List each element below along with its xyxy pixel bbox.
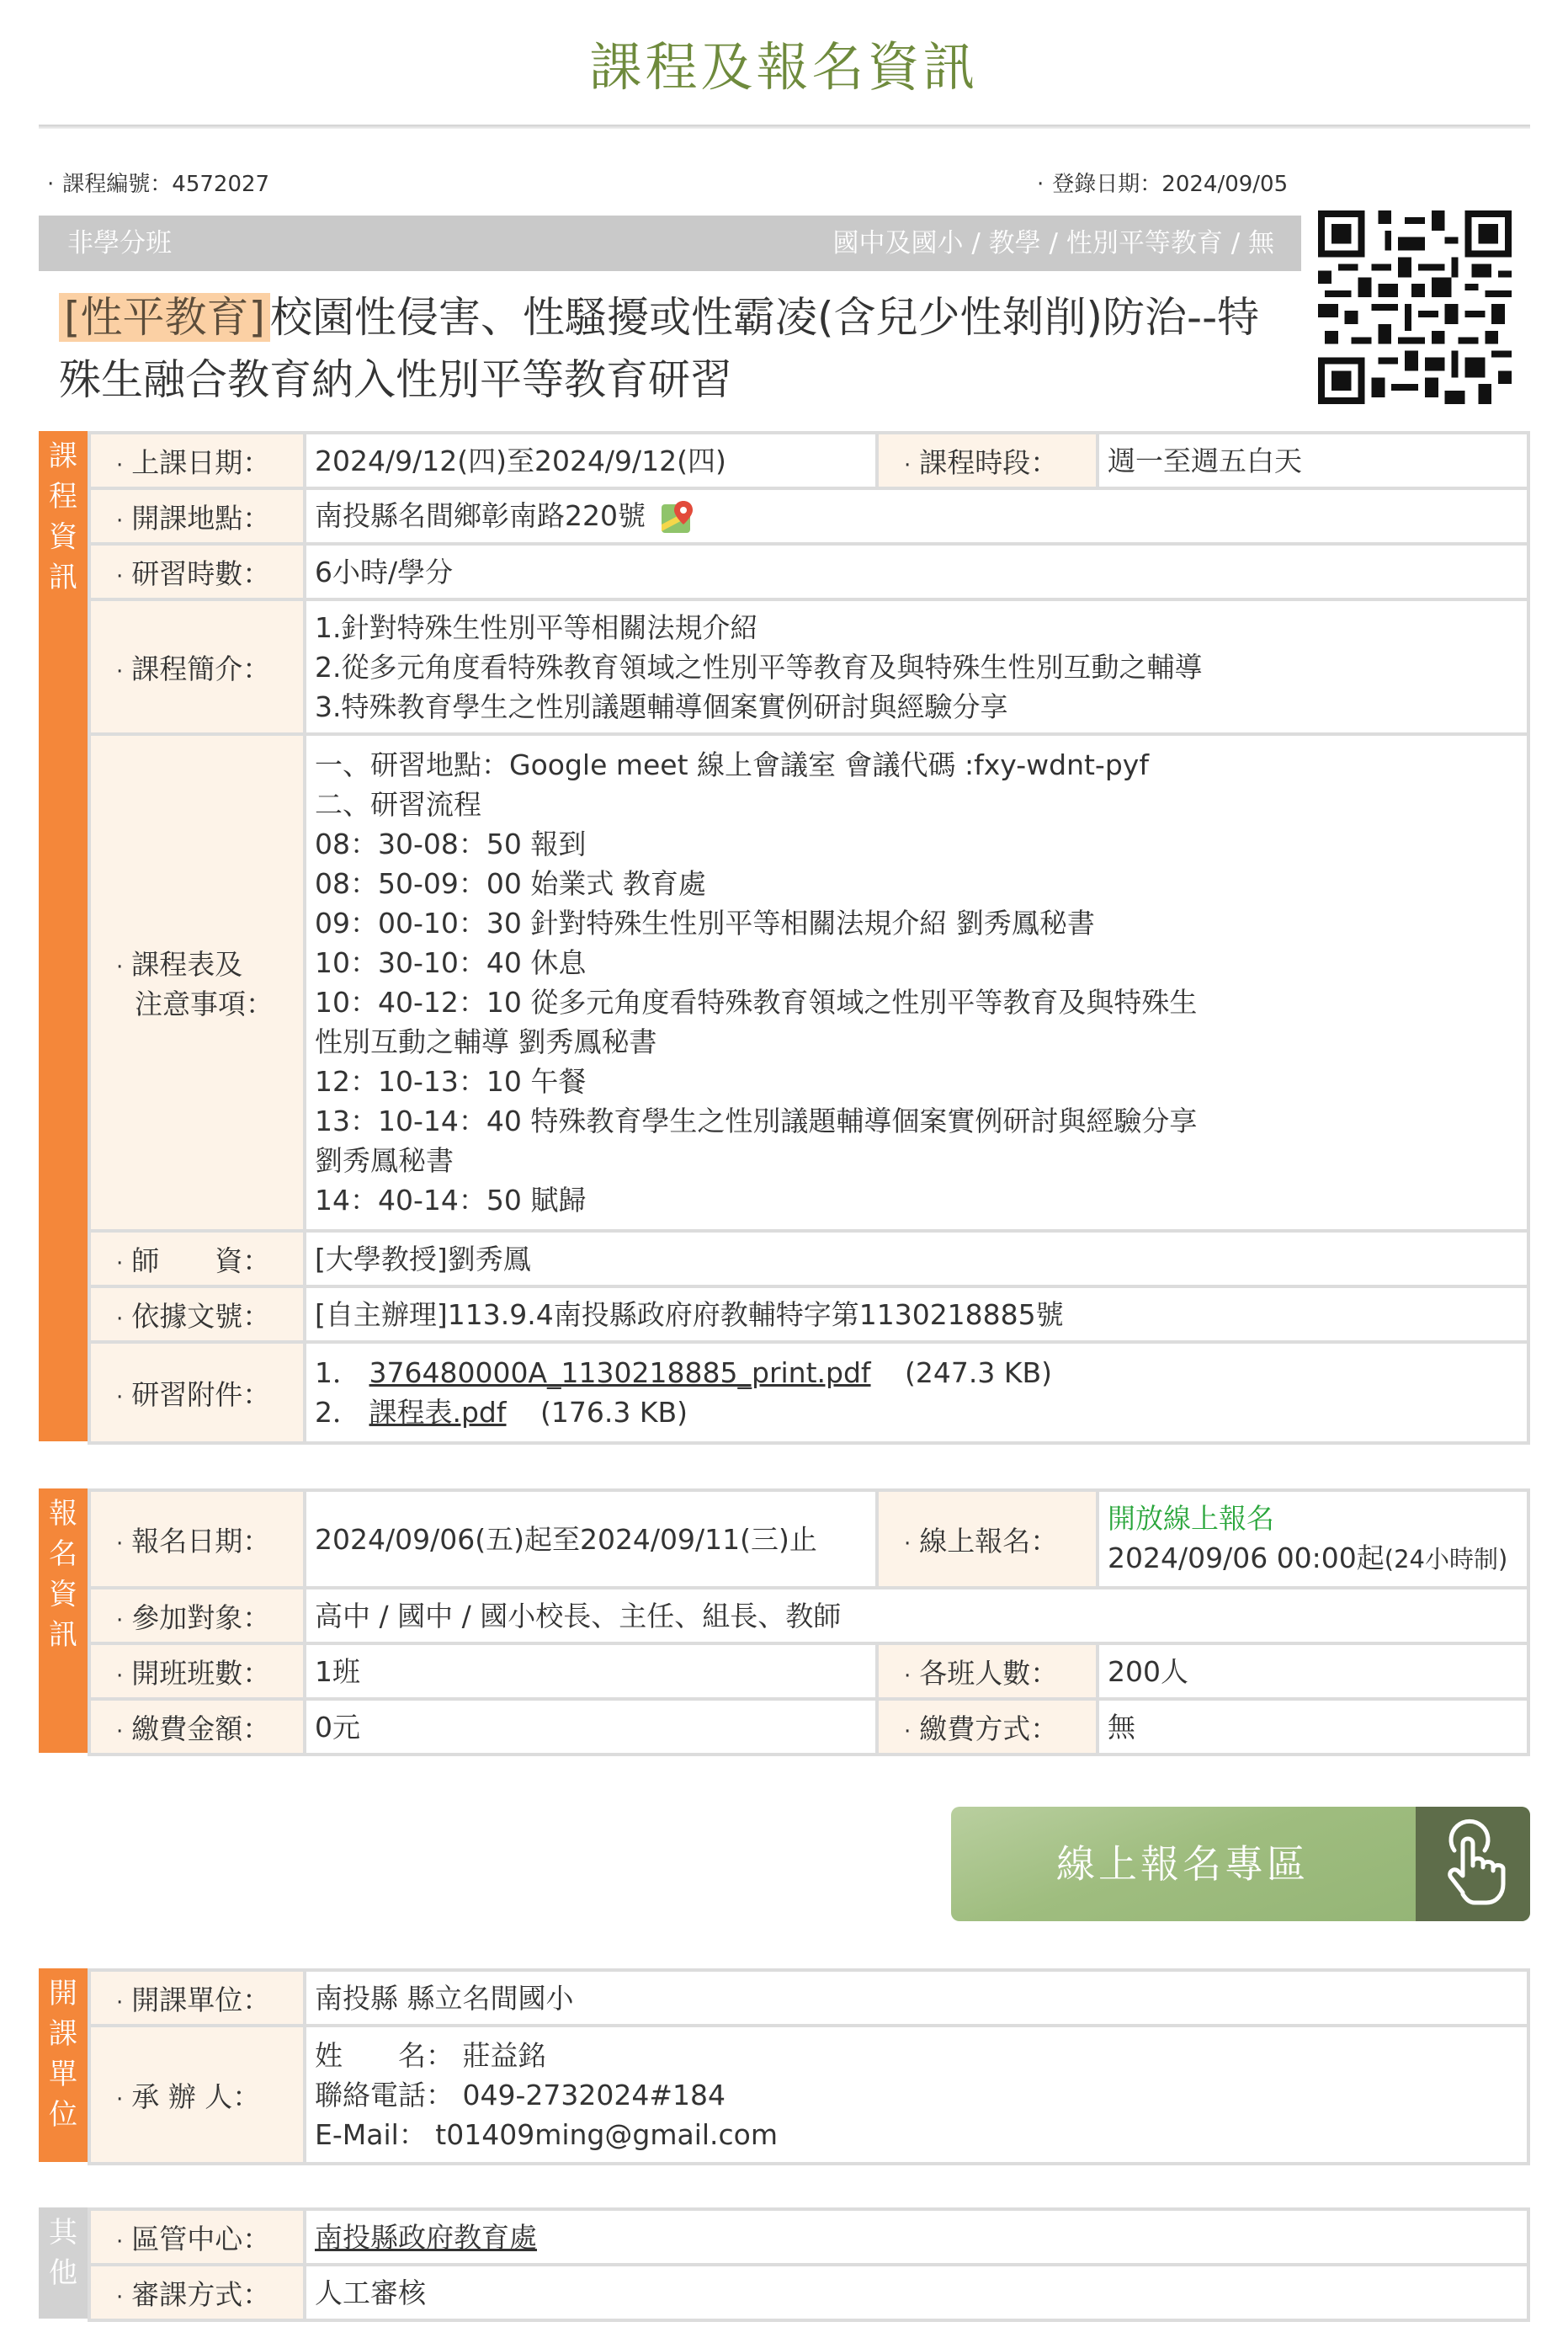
- course-tag: [性平教育]: [59, 293, 270, 342]
- schedule-line: 一、研習地點：Google meet 線上會議室 會議代碼 :fxy-wdnt-pyf: [315, 748, 1149, 781]
- hand-pointer-icon: [1416, 1807, 1530, 1921]
- schedule-line: 性別互動之輔導 劉秀鳳秘書: [315, 1025, 657, 1058]
- review-label: · 審課方式：: [89, 2265, 305, 2320]
- intro-line: 1.針對特殊生性別平等相關法規介紹: [315, 610, 758, 644]
- schedule-line: 10：30-10：40 休息: [315, 946, 587, 979]
- fee-label: · 繳費金額：: [89, 1699, 305, 1755]
- credit-type: 非學分班: [67, 228, 172, 258]
- unit-info-section: [39, 1968, 1530, 2162]
- unit-info-side-label: 開課單位: [39, 1968, 88, 2162]
- unit-label: · 開課單位：: [89, 1970, 305, 2026]
- course-info-table: [88, 431, 1530, 1445]
- fee: 0元: [305, 1699, 877, 1755]
- per-class-label: · 各班人數：: [877, 1643, 1098, 1699]
- signup-date-label: · 報名日期：: [89, 1490, 305, 1588]
- course-number: · 課程編號：4572027: [47, 172, 270, 197]
- schedule-line: 14：40-14：50 賦歸: [315, 1184, 587, 1217]
- teacher-label: · 師 資：: [89, 1231, 305, 1286]
- title-divider: [39, 125, 1530, 129]
- classes-label: · 開班班數：: [89, 1643, 305, 1699]
- course-schedule: [305, 734, 1528, 1231]
- intro-line: 3.特殊教育學生之性別議題輔導個案實例研討與經驗分享: [315, 690, 1008, 723]
- attachment-item: 2． 課程表.pdf (176.3 KB): [315, 1396, 688, 1429]
- center-label: · 區管中心：: [89, 2209, 305, 2265]
- signup-info-section: [39, 1488, 1530, 1753]
- contact-name: 姓 名： 莊益銘: [315, 2038, 546, 2072]
- attachment-link[interactable]: 376480000A_1130218885_print.pdf: [369, 1356, 871, 1389]
- course-info-section: [39, 431, 1530, 1441]
- intro-line: 2.從多元角度看特殊教育領域之性別平等教育及與特殊生性別互動之輔導: [315, 650, 1203, 684]
- page-title: 課程及報名資訊: [589, 36, 979, 98]
- signup-info-table: [88, 1488, 1530, 1756]
- contact: [305, 2026, 1528, 2164]
- attachments-label: · 研習附件：: [89, 1342, 305, 1443]
- registration-date: · 登錄日期：2024/09/05: [1037, 172, 1289, 197]
- course-info-side-label: 課程資訊: [39, 431, 88, 1441]
- course-hours: 6小時/學分: [305, 544, 1528, 599]
- payment-label: · 繳費方式：: [877, 1699, 1098, 1755]
- attachment-link[interactable]: 課程表.pdf: [369, 1396, 507, 1429]
- course-intro: [305, 599, 1528, 734]
- course-date: 2024/9/12(四)至2024/9/12(四): [305, 433, 877, 488]
- other-info-section: [39, 2207, 1530, 2319]
- signup-date: 2024/09/06(五)起至2024/09/11(三)止: [305, 1490, 877, 1588]
- doc-number-label: · 依據文號：: [89, 1286, 305, 1342]
- course-title: [性平教育] 校園性侵害、性騷擾或性霸凌(含兒少性剝削)防治--特殊生融合教育納入性別平等教育研習: [59, 293, 1260, 404]
- map-pin-icon[interactable]: [660, 499, 697, 536]
- schedule-line: 12：10-13：10 午餐: [315, 1065, 587, 1098]
- classes: 1班: [305, 1643, 877, 1699]
- schedule-line: 09：00-10：30 針對特殊生性別平等相關法規介紹 劉秀鳳秘書: [315, 907, 1095, 940]
- review: 人工審核: [305, 2265, 1528, 2320]
- course-hours-label: · 研習時數：: [89, 544, 305, 599]
- target: 高中 / 國中 / 國小校長、主任、組長、教師: [305, 1588, 1528, 1643]
- contact-email: E-Mail： t01409ming@gmail.com: [315, 2117, 778, 2151]
- course-location-label: · 開課地點：: [89, 488, 305, 544]
- course-date-label: · 上課日期：: [89, 433, 305, 488]
- payment: 無: [1098, 1699, 1528, 1755]
- category-bar: [39, 216, 1301, 271]
- online-signup: 開放線上報名 2024/09/06 00:00起(24小時制): [1098, 1490, 1528, 1588]
- schedule-line: 08：50-09：00 始業式 教育處: [315, 867, 706, 900]
- qr-code-icon: [1318, 210, 1512, 404]
- course-schedule-label: · 課程表及 注意事項：: [89, 734, 305, 1231]
- online-signup-label: · 線上報名：: [877, 1490, 1098, 1588]
- course-period-label: · 課程時段：: [877, 433, 1098, 488]
- schedule-line: 二、研習流程: [315, 788, 481, 821]
- course-intro-label: · 課程簡介：: [89, 599, 305, 734]
- contact-label: · 承 辦 人：: [89, 2026, 305, 2164]
- target-label: · 參加對象：: [89, 1588, 305, 1643]
- online-signup-status: 開放線上報名: [1108, 1502, 1274, 1535]
- other-info-side-label: 其他: [39, 2207, 88, 2319]
- other-info-table: [88, 2207, 1530, 2322]
- category-path: 國中及國小 / 教學 / 性別平等教育 / 無: [832, 228, 1274, 258]
- signup-info-side-label: 報名資訊: [39, 1488, 88, 1753]
- schedule-line: 劉秀鳳秘書: [315, 1144, 454, 1177]
- per-class: 200人: [1098, 1643, 1528, 1699]
- course-period: 週一至週五白天: [1098, 433, 1528, 488]
- teacher: [大學教授]劉秀鳳: [305, 1231, 1528, 1286]
- contact-phone: 聯絡電話： 049-2732024#184: [315, 2078, 726, 2111]
- attachments: [305, 1342, 1528, 1443]
- unit: 南投縣 縣立名間國小: [305, 1970, 1528, 2026]
- attachment-item: 1． 376480000A_1130218885_print.pdf (247.3 KB): [315, 1356, 1053, 1389]
- course-location: 南投縣名間鄉彰南路220號: [305, 488, 1528, 544]
- schedule-line: 08：30-08：50 報到: [315, 828, 587, 860]
- unit-info-table: [88, 1968, 1530, 2165]
- center-link[interactable]: 南投縣政府教育處: [305, 2209, 1528, 2265]
- online-signup-button-label: 線上報名專區: [1056, 1841, 1309, 1887]
- schedule-line: 13：10-14：40 特殊教育學生之性別議題輔導個案實例研討與經驗分享: [315, 1105, 1198, 1137]
- online-signup-button[interactable]: [951, 1807, 1530, 1921]
- doc-number: [自主辦理]113.9.4南投縣政府府教輔特字第1130218885號: [305, 1286, 1528, 1342]
- schedule-line: 10：40-12：10 從多元角度看特殊教育領域之性別平等教育及與特殊生: [315, 986, 1198, 1019]
